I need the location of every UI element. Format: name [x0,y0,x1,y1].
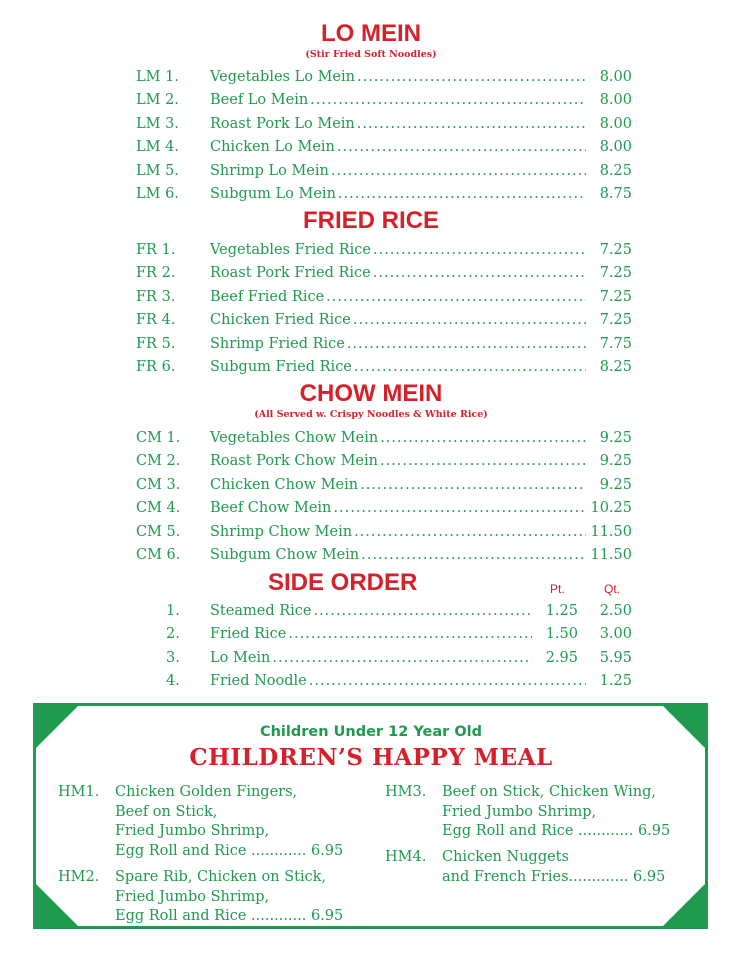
item-name: Chicken Lo Mein [210,139,335,156]
item-price: 8.00 [599,69,632,85]
item-code: LM 3. [136,115,179,132]
item-price: 7.25 [599,265,632,282]
item-name: Subgum Chow Mein [210,547,360,563]
item-line: Fried Jumbo Shrimp, [442,803,597,820]
pint-price: 1.25 [545,603,578,619]
menu-item-row [0,497,742,519]
item-name: Vegetables Lo Mein [210,69,355,85]
dot-leader [361,544,586,566]
item-line: Chicken Golden Fingers, [115,784,298,800]
item-price: 8.00 [599,92,632,109]
item-code: FR 6. [136,359,176,375]
item-code: CM 1. [136,430,181,446]
menu-item-row [0,333,742,355]
item-name: Lo Mein [210,649,271,666]
item-name: Beef Lo Mein [210,92,309,109]
fried-rice-title: FRIED RICE [302,207,439,234]
item-code: LM 6. [136,186,179,202]
quart-price: 2.50 [599,603,632,619]
menu-item-row [0,623,742,645]
item-code: CM 6. [136,547,181,563]
item-code: FR 4. [136,312,176,329]
item-code: 3. [166,649,180,666]
item-code: 1. [166,603,180,619]
item-price: 11.50 [590,523,632,540]
item-line: Fried Jumbo Shrimp, [115,888,270,905]
dot-leader [353,309,586,331]
item-name: Vegetables Chow Mein [210,430,379,446]
dot-leader [337,136,586,158]
item-price: 8.00 [599,139,632,156]
dot-leader [310,89,586,111]
menu-item-row [0,309,742,331]
item-name: Subgum Lo Mein [210,186,336,202]
menu-item-row [0,670,742,692]
item-code: FR 1. [136,242,176,258]
menu-item-row [0,521,742,543]
item-code: 4. [166,673,180,690]
item-price: 10.25 [590,500,632,517]
dot-leader [309,670,586,692]
item-price: 9.25 [599,453,632,470]
menu-item-row [0,286,742,308]
dot-leader [338,183,586,205]
quart-column-header: Qt. [604,582,621,596]
corner-triangle-decoration [660,881,708,929]
dot-leader [373,239,586,261]
lo-mein-title: LO MEIN [321,20,421,47]
dot-leader [288,623,532,645]
quart-price: 3.00 [599,626,632,643]
item-price: 8.75 [599,186,632,202]
quart-price: 5.95 [599,649,632,666]
item-name: Roast Pork Chow Mein [210,453,378,470]
menu-item-row [0,183,742,205]
dot-leader [354,521,586,543]
dot-leader [331,160,586,182]
item-code: CM 4. [136,500,181,517]
happy-meal-title: CHILDREN’S HAPPY MEAL [189,744,553,771]
item-code: LM 4. [136,139,179,156]
item-code: CM 5. [136,523,181,540]
item-code: HM2. [58,869,100,885]
menu-item-row [0,239,742,261]
item-name: Vegetables Fried Rice [210,242,371,258]
item-price: 9.25 [599,430,632,446]
happy-meal-subtitle: Children Under 12 Year Old [259,724,483,740]
item-name: Chicken Chow Mein [210,476,359,493]
dot-leader [380,427,586,449]
item-line: and French Fries............. 6.95 [442,868,666,885]
item-price: 7.25 [599,288,632,305]
chow-mein-subtitle: (All Served w. Crispy Noodles & White Rice) [254,409,488,420]
menu-item-row [0,66,742,88]
item-code: LM 2. [136,92,179,109]
menu-item-row [0,647,742,669]
item-code: HM4. [385,849,427,865]
item-name: Chicken Fried Rice [210,312,351,329]
dot-leader [272,647,532,669]
dot-leader [373,262,586,284]
item-line: Egg Roll and Rice ............ 6.95 [115,908,344,924]
lo-mein-subtitle: (Stir Fried Soft Noodles) [305,49,437,60]
pint-price: 2.95 [545,649,578,666]
corner-triangle-decoration [33,881,81,929]
chow-mein-title: CHOW MEIN [299,380,443,407]
item-price: 8.25 [599,162,632,179]
dot-leader [313,600,532,622]
menu-item-row [0,450,742,472]
dot-leader [360,474,586,496]
menu-item-row [0,89,742,111]
item-line: Fried Jumbo Shrimp, [115,823,270,839]
item-name: Beef Fried Rice [210,288,325,305]
menu-item-row [0,356,742,378]
menu-item-row [0,113,742,135]
menu-item-row [0,600,742,622]
item-code: FR 5. [136,335,176,352]
item-price: 9.25 [599,476,632,493]
menu-item-row [0,136,742,158]
item-name: Roast Pork Fried Rice [210,265,371,282]
item-price: 7.75 [599,335,632,352]
item-price: 7.25 [599,242,632,258]
side-order-title: SIDE ORDER [268,569,418,596]
item-name: Subgum Fried Rice [210,359,352,375]
item-name: Shrimp Chow Mein [210,523,353,540]
item-line: Egg Roll and Rice ............ 6.95 [442,823,671,839]
item-name: Roast Pork Lo Mein [210,115,355,132]
dot-leader [357,66,586,88]
item-line: Beef on Stick, [115,803,218,820]
item-line: Spare Rib, Chicken on Stick, [115,869,327,885]
dot-leader [354,356,586,378]
menu-item-row [0,474,742,496]
pint-column-header: Pt. [550,582,565,596]
item-code: FR 2. [136,265,176,282]
item-name: Fried Rice [210,626,287,643]
dot-leader [333,497,586,519]
pint-price: 1.50 [545,626,578,643]
quart-price: 1.25 [599,673,632,690]
dot-leader [326,286,586,308]
item-name: Fried Noodle [210,673,307,690]
menu-item-row [0,544,742,566]
item-price: 11.50 [590,547,632,563]
item-price: 7.25 [599,312,632,329]
item-name: Steamed Rice [210,603,312,619]
item-price: 8.00 [599,115,632,132]
item-name: Shrimp Lo Mein [210,162,329,179]
item-name: Shrimp Fried Rice [210,335,345,352]
dot-leader [380,450,586,472]
item-line: Beef on Stick, Chicken Wing, [442,784,657,800]
item-line: Egg Roll and Rice ............ 6.95 [115,842,344,859]
dot-leader [347,333,586,355]
menu-item-row [0,160,742,182]
item-price: 8.25 [599,359,632,375]
item-code: 2. [166,626,180,643]
item-code: LM 1. [136,69,179,85]
item-line: Chicken Nuggets [442,849,569,865]
menu-item-row [0,262,742,284]
item-code: CM 3. [136,476,181,493]
item-code: LM 5. [136,162,179,179]
item-code: FR 3. [136,288,176,305]
menu-item-row [0,427,742,449]
item-code: HM3. [385,784,427,800]
item-name: Beef Chow Mein [210,500,332,517]
dot-leader [357,113,586,135]
item-code: HM1. [58,784,100,800]
item-code: CM 2. [136,453,181,470]
